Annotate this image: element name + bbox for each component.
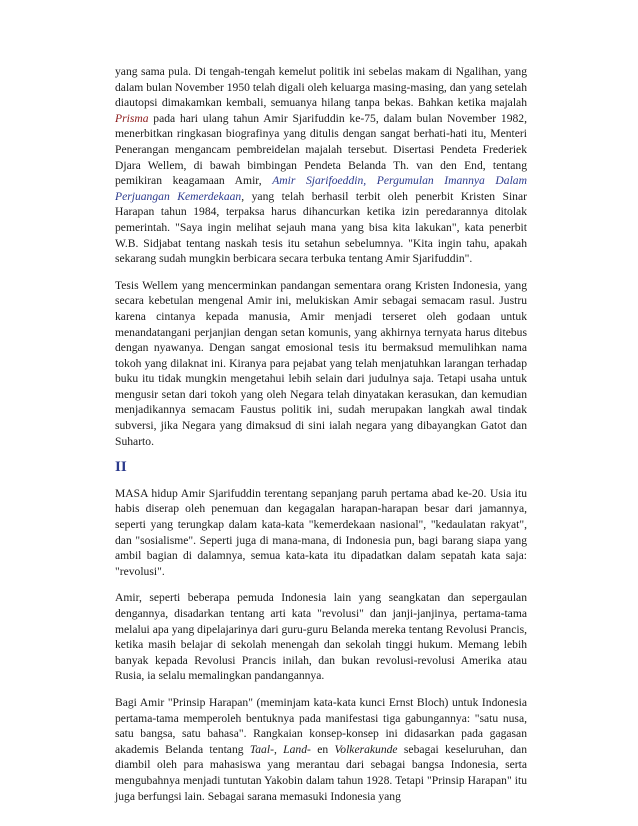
paragraph-1-text-a: yang sama pula. Di tengah-tengah kemelut politik ini sebelas makam di Ngalihan, yang dalam bulan November 1950 telah digali oleh keluarga masing-masing, dan yang setelah diautopsi dimakamkan kembali, semuanya hilang tanpa bekas. Bahkan ketika majalah [115, 65, 527, 110]
term-taal: Taal- [249, 742, 274, 756]
paragraph-4: Amir, seperti beberapa pemuda Indonesia lain yang seangkatan dan sepergaulan dengannya, disadarkan tentang arti kata "revolusi" dan janji-janjinya, pertama-tama melalui apa yang dipelajarinya dari guru-guru Belanda mereka tentang Revolusi Prancis, ketika masih belajar di sekolah menengah dan sekolah tinggi hukum. Memang lebih banyak kepada Revolusi Prancis inilah, dan bukan revolusi-revolusi Amerika atau Rusia, ia selalu memalingkan pandangannya. [115, 591, 527, 683]
paragraph-1-text-c: , yang telah berhasil terbit oleh penerbit Kristen Sinar Harapan tahun 1984, terpaksa harus dihancurkan ketika izin peredarannya ditolak pemerintah. "Saya ingin melihat sejauh mana yang bisa kita lakukan", kata penerbit W.B. Sidjabat tentang naskah tesis itu setahun sebelumnya. "Kita ingin tahu, apakah sekarang sudah mungkin berbicara secara terbuka tentang Amir Sjarifuddin". [115, 189, 527, 266]
term-volkerakunde: Volkerakunde [334, 742, 398, 756]
prisma-magazine-name: Prisma [115, 111, 149, 125]
paragraph-1-text-b: pada hari ulang tahun Amir Sjarifuddin ke-75, dalam bulan November 1982, menerbitkan ringkasan biografinya yang ditulis dengan sangat berhati-hati itu, Menteri Penerangan mengancam pembreidelan majalah tersebut. Disertasi Pendeta Frederiek Djara Wellem, di bawah bimbingan Pendeta Belanda Th. van den End, tentang pemikiran keagamaan Amir, [115, 111, 527, 188]
paragraph-5-text-c: en [310, 742, 335, 756]
paragraph-1 [115, 64, 527, 267]
paragraph-5 [115, 695, 527, 804]
section-heading: II [115, 459, 127, 476]
paragraph-5-text-b: , [273, 742, 284, 756]
paragraph-5-text-a: Bagi Amir "Prinsip Harapan" (meminjam kata-kata kunci Ernst Bloch) untuk Indonesia pertama-tama memperoleh bentuknya pada manifestasi tiga gabungannya: "satu nusa, satu bangsa, satu bahasa". Rangkaian konsep-konsep ini didasarkan pada gagasan akademis Belanda tentang [115, 695, 527, 756]
paragraph-3: MASA hidup Amir Sjarifuddin terentang sepanjang paruh pertama abad ke-20. Usia itu habis diserap oleh penemuan dan kegagalan harapan-harapan besar dari jamannya, seperti yang terungkap dalam kata-kata "kemerdekaan nasional", "kedaulatan rakyat", dan "sosialisme". Seperti juga di mana-mana, di Indonesia pun, bagi barang siapa yang ambil bagian di dalamnya, semua kata-kata itu dipadatkan dalam sepatah kata saja: "revolusi". [115, 486, 527, 578]
paragraph-2: Tesis Wellem yang mencerminkan pandangan sementara orang Kristen Indonesia, yang secara kebetulan mengenal Amir ini, melukiskan Amir sebagai semacam rasul. Justru karena cintanya kepada manusia, Amir menjadi terseret oleh godaan untuk menandatangani perjanjian dengan setan komunis, yang akhirnya ternyata harus ditebus dengan nyawanya. Dengan sangat emosional tesis itu bermaksud memulihkan nama tokoh yang dilaknat ini. Kiranya para pejabat yang telah menjatuhkan larangan terhadap buku itu tidak mungkin mengetahui lebih selain dari judulnya saja. Tetapi usaha untuk mengusir setan dari tokoh yang oleh Negara telah dinyatakan kerasukan, dan kemudian menjadikannya semacam Faustus politik ini, sudah merupakan langkah awal tindak subversi, jika Negara yang dimaksud di sini ialah negara yang dibayangkan Gatot dan Suharto. [115, 278, 527, 448]
book-title: Amir Sjarifoeddin, Pergumulan Imannya Dalam Perjuangan Kemerdekaan [115, 174, 527, 203]
term-land: Land- [283, 742, 311, 756]
document-page [115, 64, 527, 815]
paragraph-5-text-d: sebagai keseluruhan, dan diambil oleh para mahasiswa yang merantau dari sebagai bangsa Indonesia, serta mengubahnya menjadi tuntutan Yakobin dalam tahun 1928. Tetapi "Prinsip Harapan" itu juga berfungsi lain. Sebagai sarana memasuki Indonesia yang [115, 742, 527, 803]
